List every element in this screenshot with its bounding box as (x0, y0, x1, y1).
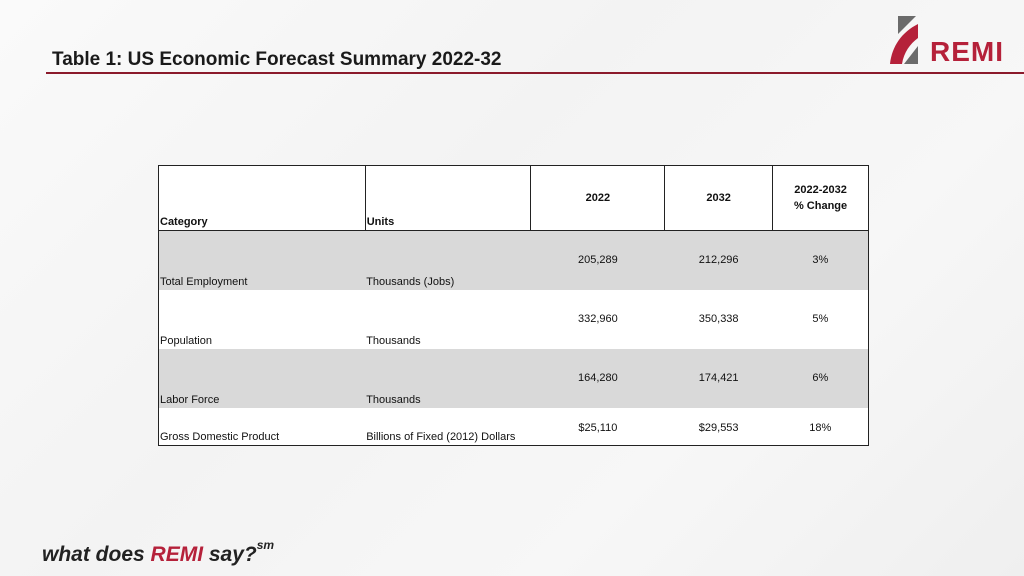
cell-category: Gross Domestic Product (159, 408, 366, 446)
title-divider (46, 72, 1024, 74)
cell-units: Billions of Fixed (2012) Dollars (365, 408, 531, 446)
forecast-table (158, 165, 869, 446)
remi-logo-mark-icon (888, 16, 930, 66)
table-row (159, 290, 869, 349)
cell-change: 6% (773, 349, 869, 408)
header-change (773, 166, 869, 231)
header-2022: 2022 (531, 166, 665, 231)
tagline-post: say? (203, 543, 257, 566)
cell-2022: 205,289 (531, 231, 665, 290)
tagline-brand: REMI (150, 543, 204, 566)
remi-logo (888, 16, 1004, 66)
cell-2032: $29,553 (665, 408, 773, 446)
header-change-line1: 2022-2032 (794, 184, 847, 196)
header-category: Category (159, 166, 366, 231)
footer-tagline (42, 538, 275, 567)
cell-2022: 164,280 (531, 349, 665, 408)
cell-2032: 212,296 (665, 231, 773, 290)
cell-category: Population (159, 290, 366, 349)
header-2032: 2032 (665, 166, 773, 231)
service-mark: sm (256, 538, 275, 552)
cell-units: Thousands (365, 290, 531, 349)
cell-units: Thousands (365, 349, 531, 408)
header-change-line2: % Change (793, 200, 848, 212)
cell-change: 3% (773, 231, 869, 290)
cell-change: 5% (773, 290, 869, 349)
cell-units: Thousands (Jobs) (365, 231, 531, 290)
cell-category: Labor Force (159, 349, 366, 408)
tagline-pre: what does (42, 543, 151, 566)
table-header-row (159, 166, 869, 231)
table-row (159, 231, 869, 290)
table-row (159, 349, 869, 408)
cell-2022: 332,960 (531, 290, 665, 349)
header-units: Units (365, 166, 531, 231)
cell-2022: $25,110 (531, 408, 665, 446)
cell-category: Total Employment (159, 231, 366, 290)
table-row (159, 408, 869, 446)
page-title: Table 1: US Economic Forecast Summary 2022-32 (52, 49, 502, 70)
logo-wordmark: REMI (930, 36, 1004, 67)
cell-change: 18% (773, 408, 869, 446)
cell-2032: 174,421 (665, 349, 773, 408)
cell-2032: 350,338 (665, 290, 773, 349)
